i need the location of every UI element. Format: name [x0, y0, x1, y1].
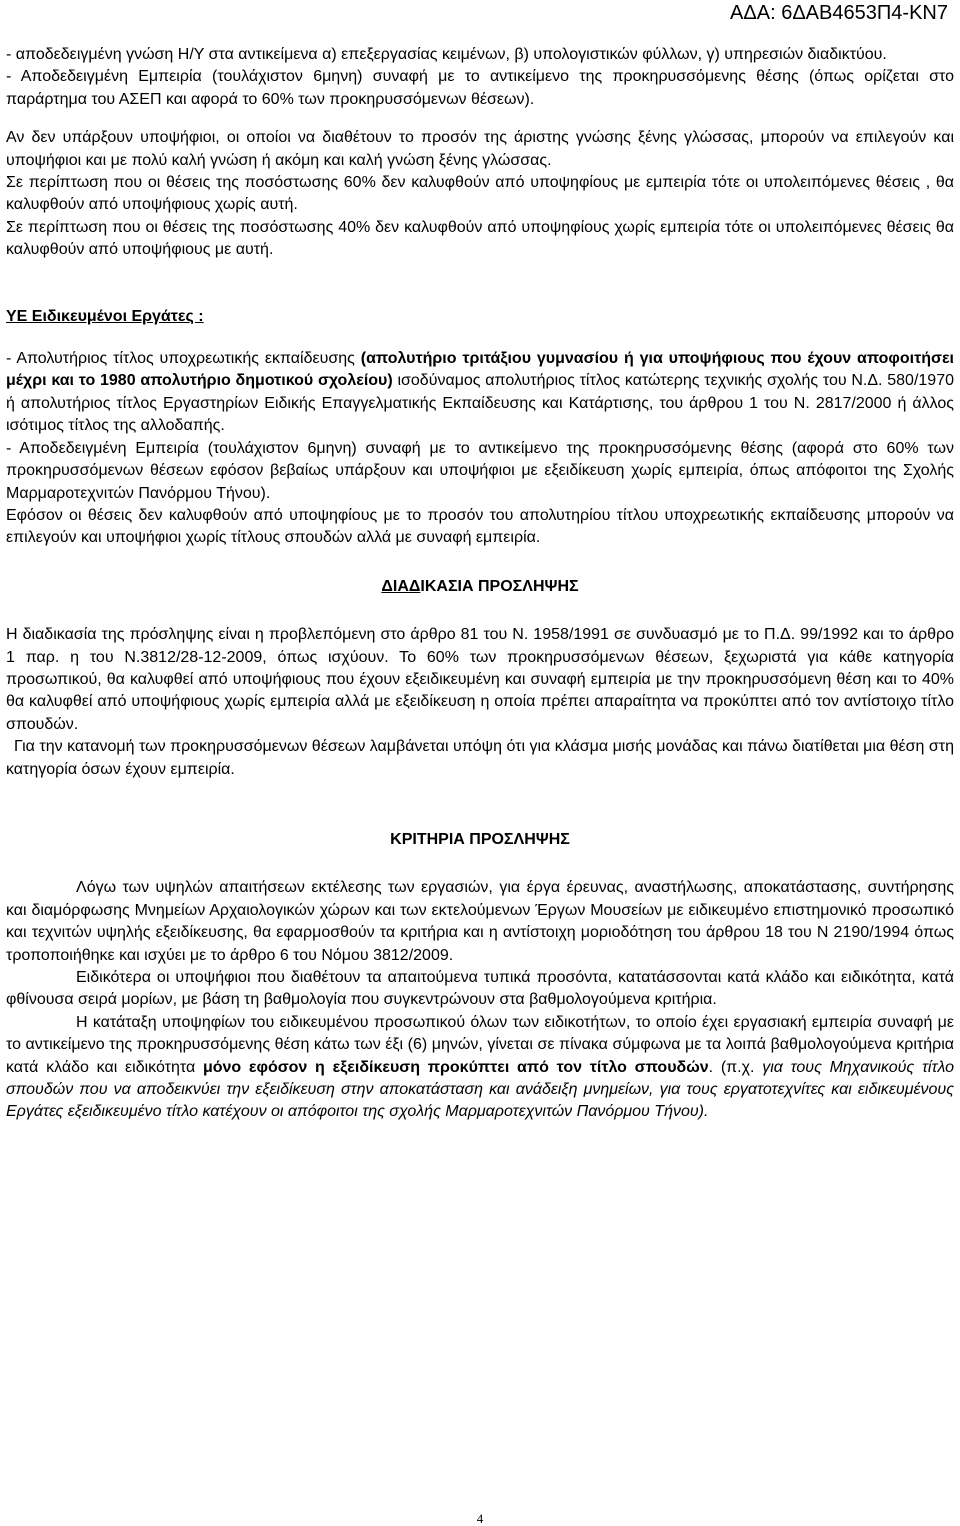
paragraph: Σε περίπτωση που οι θέσεις της ποσόστωσης 40% δεν καλυφθούν από υποψηφίους χωρίς εμπειρία τότε οι υπολειπόμενες θέσεις θα καλυφθούν από υποψήφιους με αυτή. [6, 218, 954, 259]
section-heading-procedure [6, 576, 954, 598]
paragraph: Σε περίπτωση που οι θέσεις της ποσόστωσης 60% δεν καλυφθούν από υποψηφίους με εμπειρία τότε οι υπολειπόμενες θέσεις , θα καλυφθούν από υποψήφιους χωρίς αυτή. [6, 174, 954, 214]
paragraph [6, 348, 954, 438]
paragraph: Λόγω των υψηλών απαιτήσεων εκτέλεσης των εργασιών, για έργα έρευνας, αναστήλωσης, αποκατάστασης, συντήρησης και διαμόρφωσης Μνημείων Αρχαιολογικών χώρων και των εκτελούμενων Έργων Μουσείων με ειδικευμένο επιστημονικό προσωπικό και τεχνιτών υψηλής εξειδίκευσης, θα εφαρμοσθούν τα κριτήρια και η αντίστοιχη μοριοδότηση του άρθρου 18 του Ν 2190/1994 όπως τροποποιήθηκε και ισχύει με το άρθρο 6 του Νόμου 3812/2009. [6, 879, 954, 964]
paragraph: Ειδικότερα οι υποψήφιοι που διαθέτουν τα απαιτούμενα τυπικά προσόντα, κατατάσσονται κατά κλάδο και ειδικότητα, κατά φθίνουσα σειρά μορίων, με βάση τη βαθμολογία που συγκεντρώνουν στα βαθμολογούμενα κριτήρια. [6, 969, 954, 1009]
italic-text: για τους Μηχανικούς τίτλο σπουδών που να αποδεικνύει την εξειδίκευση στην αποκατάσταση και ανάδειξη μνημείων, για τους εργατοτεχνίτες και ειδικευμένους Εργάτες εξειδικευμένο τίτλο κατέχουν οι απόφοιτοι της σχολής Μαρμαροτεχνιτών Πανόρμου Τήνου). [6, 1058, 955, 1121]
bold-text: (απολυτήριο τριτάξιου γυμνασίου ή για υποψήφιους που έχουν αποφοιτήσει μέχρι και το 1980 απολυτήριο δημοτικού σχολείου) [6, 350, 954, 390]
paragraph: - Αποδεδειγμένη Εμπειρία (τουλάχιστον 6μηνη) συναφή με το αντικείμενο της προκηρυσσόμενης θέσης (αφορά στο 60% των προκηρυσσόμενων θέσεων εφόσον βεβαίως υπάρξουν και υποψήφιοι με εξειδίκευση χωρίς εμπειρία, όπως απόφοιτοι της Σχολής Μαρμαροτεχνιτών Πανόρμου Τήνου). [6, 439, 954, 502]
paragraph: Αν δεν υπάρξουν υποψήφιοι, οι οποίοι να διαθέτουν το προσόν της άριστης γνώσης ξένης γλώσσας, μπορούν να επιλεγούν και υποψήφιοι και με πολύ καλή γνώση ή ακόμη και καλή γνώση ξένης γλώσσας. [6, 129, 954, 169]
bold-text: μόνο εφόσον η εξειδίκευση προκύπτει από τον τίτλο σπουδών [202, 1058, 709, 1076]
paragraph: Η διαδικασία της πρόσληψης είναι η προβλεπόμενη στο άρθρο 81 του Ν. 1958/1991 σε συνδυασμό με το Π.Δ. 99/1992 και το άρθρο 1 παρ. η του Ν.3812/28-12-2009, όπως ισχύουν. Το 60% των προκηρυσσόμενων θέσεων, ξεχωριστά για κάθε κατηγορία προσωπικού, θα καλυφθεί από υποψήφιους που έχουν εξειδικευμένη και συναφή εμπειρία με την προκηρυσσόμενη θέση και το 40% θα καλυφθεί από υποψήφιους χωρίς εμπειρία αλλά με εξειδίκευση η οποία πρέπει απαραίτητα να προκύπτει από τον αντίστοιχο τίτλο σπουδών. [6, 626, 954, 733]
text-span: - Απολυτήριος τίτλος υποχρεωτικής εκπαίδευσης [6, 350, 361, 368]
section-heading-criteria: ΚΡΙΤΗΡΙΑ ΠΡΟΣΛΗΨΗΣ [390, 830, 570, 848]
page-number: 4 [476, 1511, 484, 1526]
heading-underlined: ΔΙΑΔ [381, 577, 421, 595]
paragraph: - Αποδεδειγμένη Εμπειρία (τουλάχιστον 6μηνη) συναφή με το αντικείμενο της προκηρυσσόμενης θέσης (όπως ορίζεται στο παράρτημα του ΑΣΕΠ και αφορά το 60% των προκηρυσσόμενων θέσεων). [6, 68, 954, 108]
text-span: . (π.χ. [708, 1058, 763, 1076]
paragraph [6, 1012, 954, 1124]
heading-rest: ΙΚΑΣΙΑ ΠΡΟΣΛΗΨΗΣ [420, 577, 579, 595]
paragraph: - αποδεδειγμένη γνώση Η/Υ στα αντικείμενα α) επεξεργασίας κειμένων, β) υπολογιστικών φύλλων, γ) υπηρεσιών διαδικτύου. [6, 46, 887, 63]
section-heading-ye: ΥΕ Ειδικευμένοι Εργάτες : [6, 307, 204, 325]
ada-code: ΑΔΑ: 6ΔΑΒ4653Π4-ΚΝ7 [730, 2, 948, 24]
paragraph: Εφόσον οι θέσεις δεν καλυφθούν από υποψηφίους με το προσόν του απολυτηρίου τίτλου υποχρεωτικής εκπαίδευσης μπορούν να επιλεγούν και υποψήφιοι χωρίς τίτλους σπουδών αλλά με συναφή εμπειρία. [6, 506, 954, 547]
document-page [6, 44, 954, 1124]
text-span: ισοδύναμος απολυτήριος τίτλος κατώτερης τεχνικής σχολής του Ν.Δ. 580/1970 ή απολυτήριος τίτλος Εργαστηρίων Ειδικής Επαγγελματικής Εκπαίδευσης και Κατάρτισης, του άρθρου 1 του Ν. 2817/2000 ή άλλος ισότιμος τίτλος της αλλοδαπής. [6, 372, 954, 435]
text-span: Η κατάταξη υποψηφίων του ειδικευμένου προσωπικού όλων των ειδικοτήτων, το οποίο έχει εργασιακή εμπειρία συναφή με το αντικείμενο της προκηρυσσόμενης θέση κάτω των έξι (6) μηνών, γίνεται σε πίνακα σύμφωνα με τα λοιπά βαθμολογούμενα κριτήρια κατά κλάδο και ειδικότητα [6, 1013, 954, 1076]
paragraph: Για την κατανομή των προκηρυσσόμενων θέσεων λαμβάνεται υπόψη ότι για κλάσμα μισής μονάδας και πάνω διατίθεται μια θέση στη κατηγορία όσων έχουν εμπειρία. [6, 738, 954, 778]
